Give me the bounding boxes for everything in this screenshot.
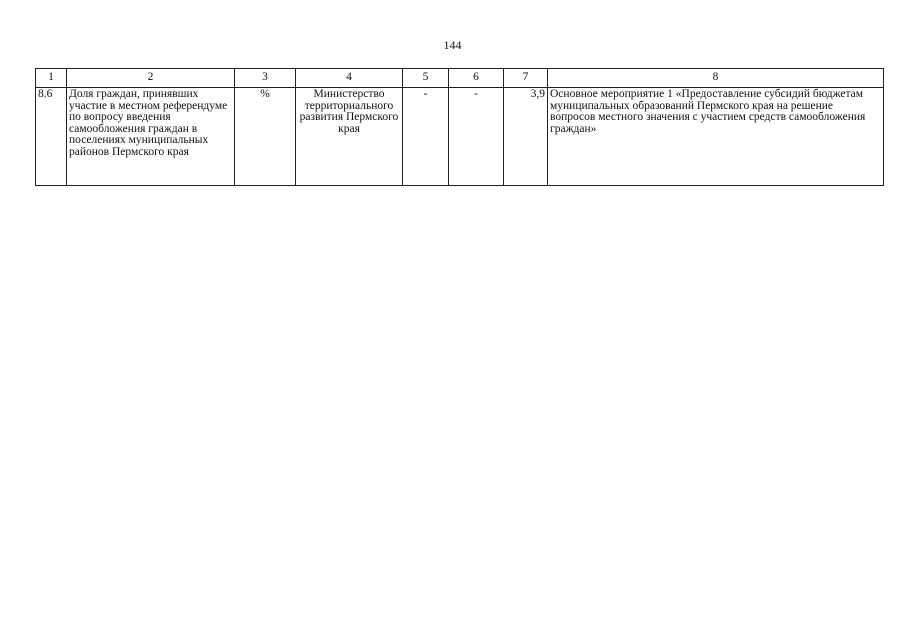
row-number-cell: 8.6: [36, 88, 67, 186]
value-cell-5: -: [403, 88, 449, 186]
value-cell-7: 3,9: [504, 88, 548, 186]
column-header: 6: [449, 69, 504, 88]
activity-description-cell: Основное мероприятие 1 «Предоставление субсидий бюджетам муниципальных образований Пермского края на решение вопросов местного значения с участием средств самообложения граждан»: [548, 88, 884, 186]
page-number: 144: [443, 38, 462, 52]
column-header: 2: [67, 69, 235, 88]
column-header: 3: [235, 69, 296, 88]
responsible-executor-cell: Министерство территориального развития Пермского края: [296, 88, 403, 186]
column-header: 5: [403, 69, 449, 88]
table-row: [36, 88, 884, 186]
table-header-row: [36, 69, 884, 88]
indicators-table: [35, 68, 884, 186]
column-header: 7: [504, 69, 548, 88]
unit-cell: %: [235, 88, 296, 186]
column-header: 8: [548, 69, 884, 88]
value-cell-6: -: [449, 88, 504, 186]
column-header: 1: [36, 69, 67, 88]
column-header: 4: [296, 69, 403, 88]
indicator-name-cell: Доля граждан, принявших участие в местном референдуме по вопросу введения самообложения граждан в поселениях муниципальных районов Пермского края: [67, 88, 235, 186]
